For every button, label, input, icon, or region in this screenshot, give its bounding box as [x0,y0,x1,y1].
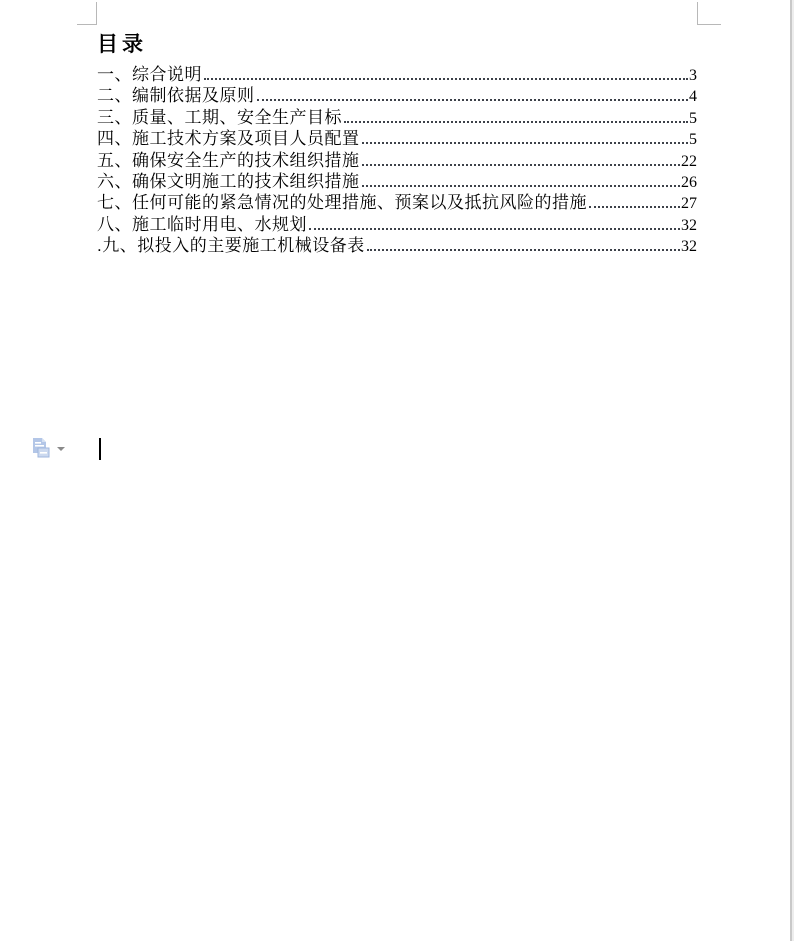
margin-crop-mark-topleft [77,2,97,25]
toc-entry-label: 一、综合说明 [97,65,202,84]
text-cursor [99,438,101,460]
toc-leader-dots [257,99,689,101]
toc-entry-label: 五、确保安全生产的技术组织措施 [97,150,360,170]
toc-entry[interactable] [97,192,697,213]
page-title: 目录 [97,33,147,56]
toc-entry-label: 八、施工临时用电、水规划 [97,214,307,234]
document-content [97,33,697,257]
toc-entry-label: 六、确保文明施工的技术组织措施 [97,171,360,191]
toc-entry-label: 三、质量、工期、安全生产目标 [97,107,342,127]
toc-leader-dots [589,206,680,208]
toc-page-number: 32 [681,238,697,256]
toc-entry-label: 二、编制依据及原则 [97,86,255,106]
toc-entry[interactable] [97,107,697,128]
toc-leader-dots [204,78,688,80]
paste-options-button[interactable] [30,435,68,461]
toc-leader-dots [367,249,680,251]
toc-leader-dots [344,121,688,123]
toc-entry[interactable] [97,235,697,256]
toc-page-number: 32 [681,216,697,234]
toc-entry[interactable] [97,150,697,171]
toc-entry[interactable] [97,64,697,85]
page-edge [790,0,794,941]
toc-page-number: 5 [689,131,697,149]
toc-leader-dots [362,164,681,166]
toc-entry-label: 七、任何可能的紧急情况的处理措施、预案以及抵抗风险的措施 [97,193,587,213]
paste-options-icon [32,438,50,458]
toc-entry-label: .九、拟投入的主要施工机械设备表 [97,236,365,256]
toc-page-number: 5 [689,109,697,127]
chevron-down-icon [57,447,65,451]
toc-entry[interactable] [97,214,697,235]
toc-page-number: 4 [689,88,697,106]
toc-entry[interactable] [97,171,697,192]
toc-page-number: 3 [689,67,697,84]
toc-entry[interactable] [97,128,697,149]
toc-entry[interactable] [97,85,697,106]
toc-page-number: 22 [681,152,697,170]
toc-entry-label: 四、施工技术方案及项目人员配置 [97,129,360,149]
toc-page-number: 26 [681,173,697,191]
toc-leader-dots [362,185,681,187]
margin-crop-mark-topright [697,2,721,25]
table-of-contents [97,64,697,257]
toc-page-number: 27 [681,195,697,213]
toc-leader-dots [362,142,689,144]
toc-leader-dots [309,228,680,230]
